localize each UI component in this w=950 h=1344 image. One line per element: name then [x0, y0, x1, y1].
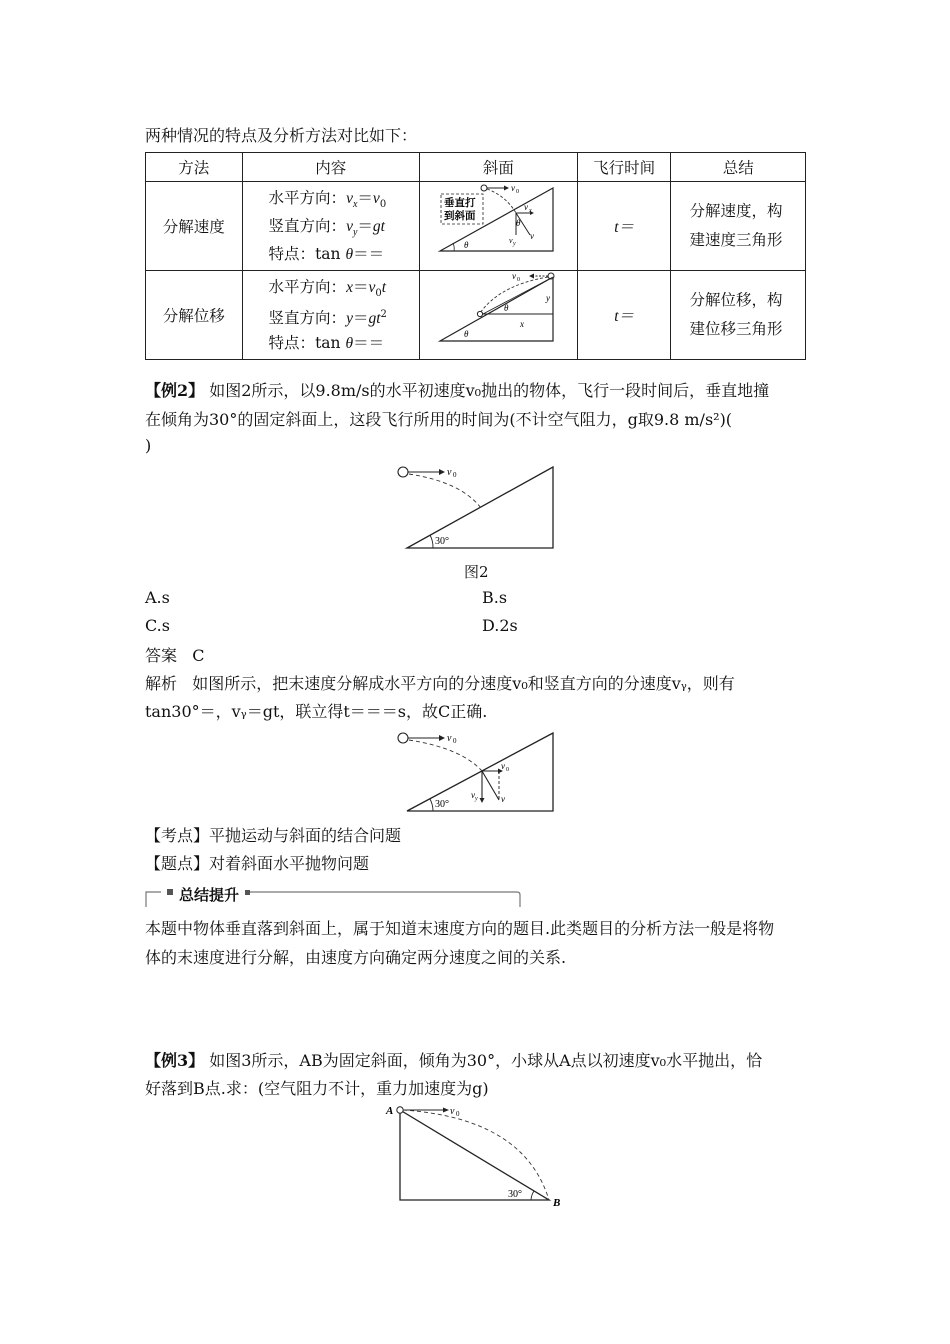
example2-tag: 【例2】: [145, 381, 205, 400]
svg-text:0: 0: [515, 189, 519, 195]
row1-summary-2: 建速度三角形: [689, 231, 783, 249]
example3-line1-text: 如图3所示，AB为固定斜面，倾角为30°，小球从A点以初速度v₀水平抛出，恰: [209, 1051, 763, 1070]
row1-feature-label: 特点：: [268, 245, 316, 263]
velocity-decomposition-figure: [420, 182, 577, 266]
header-method: 方法: [146, 153, 243, 182]
row1-summary: [671, 182, 806, 271]
svg-text:v: v: [501, 794, 505, 804]
analysis-figure: [395, 728, 560, 814]
svg-text:0: 0: [506, 767, 509, 773]
example3-line2: 好落到B点.求：(空气阻力不计，重力加速度为g): [145, 1079, 489, 1098]
header-flight-time: 飞行时间: [577, 153, 671, 182]
svg-text:v: v: [450, 1106, 455, 1117]
row1-summary-1: 分解速度，构: [689, 202, 783, 220]
row1-content: 水平方向：$v_x=v_0$ 竖直方向：$v_y=gt$ 特点：tan θ＝＝: [242, 182, 419, 271]
option-d: D.2s: [482, 616, 518, 635]
svg-text:v: v: [508, 236, 513, 245]
point-a-label: A: [386, 1105, 394, 1117]
table-row: [146, 271, 806, 360]
figure-2: [395, 462, 560, 554]
row2-content: 水平方向：$x=v_0t$ 竖直方向：$y=gt^2$ 特点：tan θ＝＝: [242, 271, 419, 360]
analysis-line2: tan30°＝，vᵧ＝gt，联立得t＝＝＝s，故C正确.: [145, 702, 488, 721]
svg-text:θ: θ: [463, 240, 469, 250]
answer-value: C: [192, 646, 205, 665]
row2-summary-2: 建位移三角形: [689, 320, 783, 338]
svg-text:v: v: [529, 231, 534, 241]
svg-text:0: 0: [453, 737, 457, 745]
answer-line: [145, 643, 205, 666]
figure-2-angle: 30°: [435, 536, 449, 547]
example3-line1: [145, 1048, 762, 1071]
summary-title: 总结提升: [179, 886, 240, 904]
kaodian: 【考点】平抛运动与斜面的结合问题: [145, 826, 402, 845]
box-label-1: 垂直打: [443, 198, 476, 209]
svg-text:v: v: [501, 761, 505, 771]
figure-3-angle: 30°: [508, 1189, 522, 1200]
intro-text: 两种情况的特点及分析方法对比如下：: [145, 126, 418, 145]
answer-label: 答案: [145, 646, 178, 665]
figure-3: [384, 1100, 574, 1212]
header-summary: 总结: [671, 153, 806, 182]
summary-line1: 本题中物体垂直落到斜面上，属于知道末速度方向的题目.此类题目的分析方法一般是将物: [145, 919, 775, 938]
header-content: 内容: [242, 153, 419, 182]
svg-text:θ: θ: [463, 329, 469, 339]
svg-text:θ: θ: [503, 303, 509, 313]
point-b-label: B: [553, 1197, 561, 1209]
option-b: B.s: [482, 588, 508, 607]
svg-text:v: v: [510, 183, 515, 193]
header-slope: 斜面: [419, 153, 577, 182]
option-c: C.s: [145, 616, 170, 635]
row1-time: [577, 182, 671, 271]
box-label-2: 到斜面: [443, 211, 476, 222]
analysis-line1-text: 如图所示，把末速度分解成水平方向的分速度v₀和竖直方向的分速度vᵧ，则有: [192, 674, 735, 693]
row2-feature-label: 特点：: [268, 334, 316, 352]
svg-text:30°: 30°: [435, 799, 449, 810]
row1-time-text: t＝: [614, 219, 635, 236]
tidian: 【题点】对着斜面水平抛物问题: [145, 854, 370, 873]
svg-text:v: v: [447, 733, 452, 744]
row2-time-text: t＝: [614, 308, 635, 325]
svg-text:v: v: [511, 271, 516, 281]
example2-line1: [145, 378, 769, 401]
svg-text:x: x: [528, 208, 532, 214]
summary-line2: 体的末速度进行分解，由速度方向确定两分速度之间的关系.: [145, 948, 567, 967]
svg-text:v: v: [471, 790, 475, 800]
example2-line1-text: 如图2所示，以9.8m/s的水平初速度v₀抛出的物体，飞行一段时间后，垂直地撞: [209, 381, 770, 400]
table-row: [146, 182, 806, 271]
row2-time: [577, 271, 671, 360]
row2-v-label: 竖直方向：: [268, 309, 347, 328]
displacement-decomposition-figure: [420, 271, 577, 355]
row2-method: 分解位移: [146, 271, 243, 360]
svg-text:v: v: [447, 467, 452, 478]
svg-text:0: 0: [453, 471, 457, 479]
row1-method: 分解速度: [146, 182, 243, 271]
svg-text:v: v: [523, 202, 528, 212]
row2-summary-1: 分解位移，构: [689, 291, 783, 309]
svg-text:y: y: [512, 241, 516, 247]
svg-text:y: y: [475, 796, 478, 802]
example3-tag: 【例3】: [145, 1051, 205, 1070]
table-header-row: [146, 153, 806, 182]
row1-h-label: 水平方向：: [268, 189, 347, 207]
row1-v-label: 竖直方向：: [268, 217, 347, 235]
figure-2-caption: 图2: [464, 563, 489, 581]
option-a: A.s: [145, 588, 170, 607]
comparison-table: [145, 152, 806, 360]
row2-h-label: 水平方向：: [268, 278, 347, 296]
row2-slope-figure: [419, 271, 577, 360]
svg-text:y: y: [545, 293, 550, 303]
example2-line2: 在倾角为30°的固定斜面上，这段飞行所用的时间为(不计空气阻力，g取9.8 m/s²)(: [145, 410, 733, 429]
row2-summary: [671, 271, 806, 360]
svg-text:θ: θ: [515, 218, 521, 228]
example2-line3: ): [145, 436, 152, 455]
svg-text:x: x: [519, 319, 524, 329]
svg-text:0: 0: [516, 277, 520, 283]
row1-slope-figure: [419, 182, 577, 271]
analysis-label: 解析: [145, 674, 178, 693]
svg-text:0: 0: [456, 1110, 460, 1118]
analysis-line1: [145, 671, 735, 694]
